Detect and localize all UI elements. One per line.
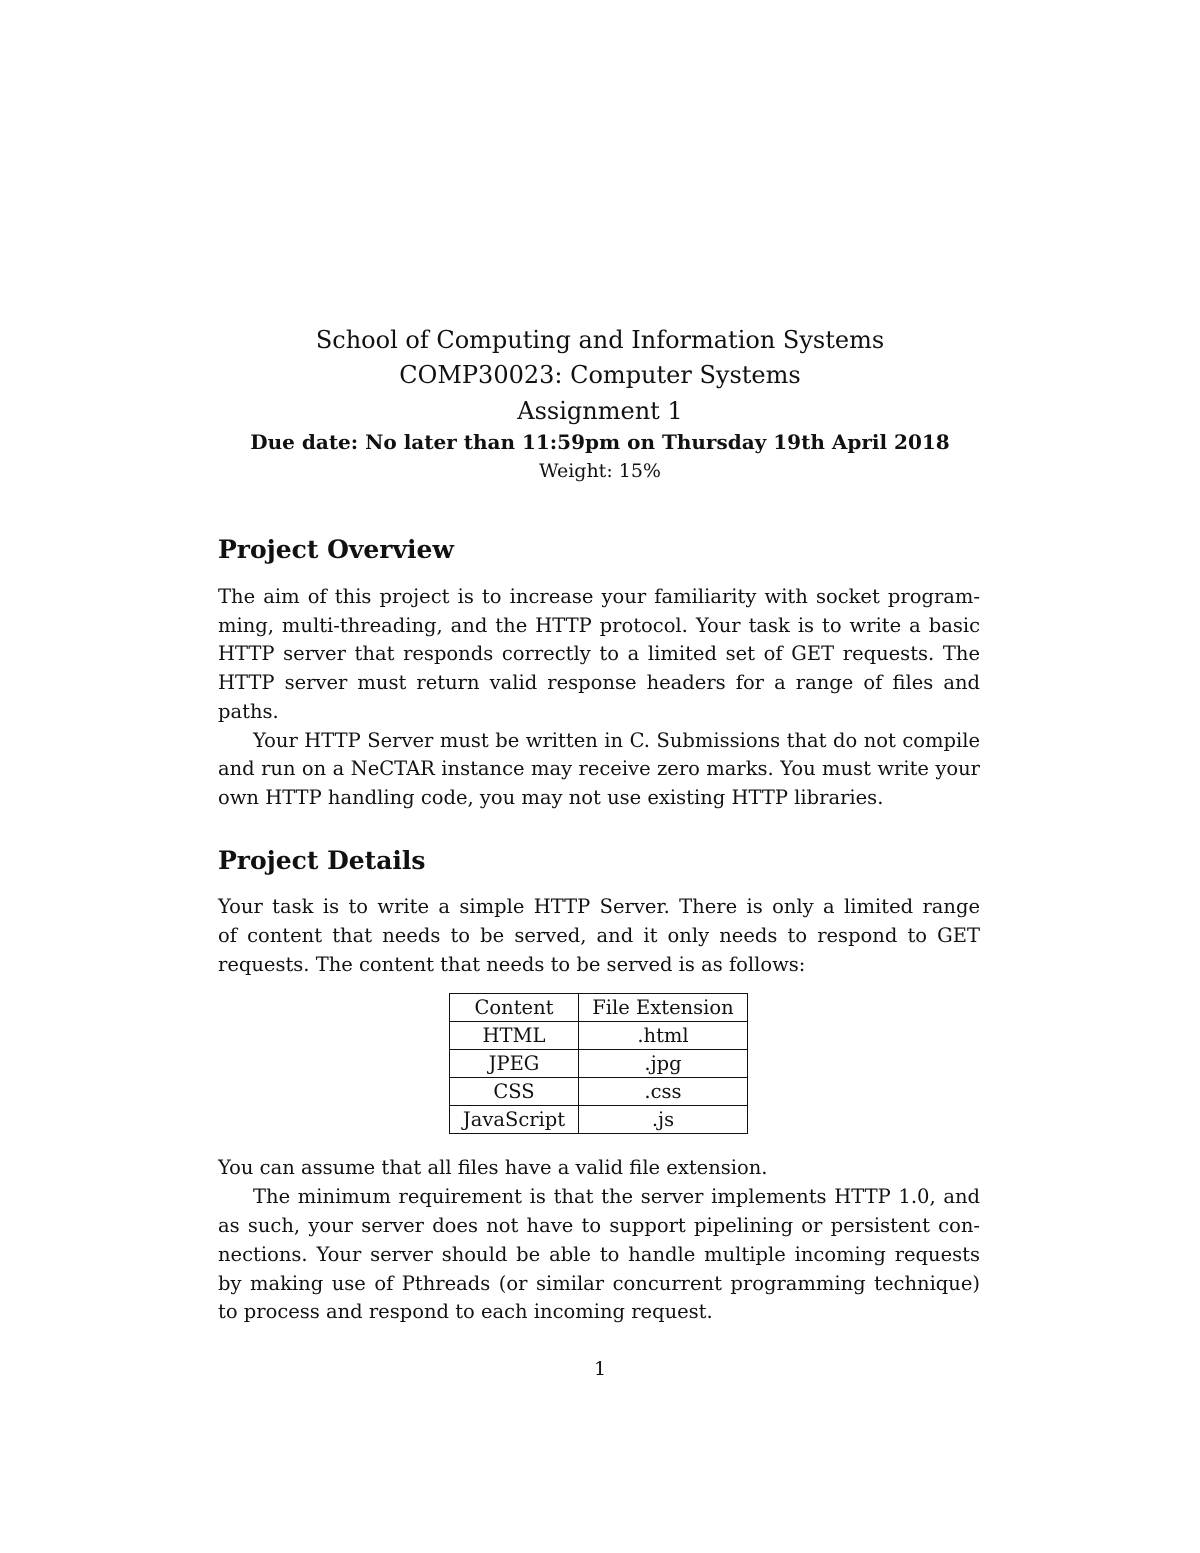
page-number: 1	[593, 1358, 607, 1380]
table-header-row	[450, 994, 748, 1022]
due-date: Due date: No later than 11:59pm on Thursday 19th April 2018	[250, 430, 950, 454]
paragraph-line: You can assume that all files have a valid file extension.	[218, 1156, 768, 1179]
table-row	[450, 1078, 748, 1106]
table-cell: HTML	[450, 1022, 579, 1050]
table-cell: .js	[579, 1106, 748, 1134]
paragraph-line: paths.	[218, 700, 279, 723]
paragraph-line: to process and respond to each incoming request.	[218, 1300, 713, 1323]
weight: Weight: 15%	[538, 460, 661, 482]
paragraph-line: and run on a NeCTAR instance may receive zero marks. You must write your	[218, 757, 980, 780]
paragraph-line: by making use of Pthreads (or similar concurrent programming technique)	[218, 1272, 980, 1295]
paragraph-line: The minimum requirement is that the server implements HTTP 1.0, and	[253, 1185, 980, 1208]
paragraph-line: Your task is to write a simple HTTP Server. There is only a limited range	[218, 895, 980, 918]
table-row	[450, 1106, 748, 1134]
table-cell: CSS	[450, 1078, 579, 1106]
paragraph-line: HTTP server that responds correctly to a limited set of GET requests. The	[218, 642, 980, 665]
table-cell: JavaScript	[450, 1106, 579, 1134]
school-name: School of Computing and Information Systems	[315, 326, 885, 354]
section-heading-overview: Project Overview	[218, 535, 454, 564]
section-heading-details: Project Details	[218, 846, 426, 875]
paragraph-line: of content that needs to be served, and it only needs to respond to GET	[218, 924, 980, 947]
table-row	[450, 1022, 748, 1050]
table-cell: .html	[579, 1022, 748, 1050]
paragraph-line: HTTP server must return valid response headers for a range of files and	[218, 671, 980, 694]
paragraph-line: Your HTTP Server must be written in C. Submissions that do not compile	[253, 729, 980, 752]
paragraph-line: requests. The content that needs to be served is as follows:	[218, 953, 806, 976]
table-header-cell: File Extension	[579, 994, 748, 1022]
table-cell: .jpg	[579, 1050, 748, 1078]
table-cell: .css	[579, 1078, 748, 1106]
paragraph-line: as such, your server does not have to support pipelining or persistent con-	[218, 1214, 980, 1237]
paragraph-line: The aim of this project is to increase your familiarity with socket program-	[218, 585, 980, 608]
assignment-title: Assignment 1	[517, 397, 683, 425]
content-types-table	[449, 993, 748, 1134]
paragraph-line: ming, multi-threading, and the HTTP protocol. Your task is to write a basic	[218, 614, 980, 637]
paragraph-line: nections. Your server should be able to handle multiple incoming requests	[218, 1243, 980, 1266]
paragraph-line: own HTTP handling code, you may not use existing HTTP libraries.	[218, 786, 884, 809]
course-title: COMP30023: Computer Systems	[399, 361, 801, 389]
table-cell: JPEG	[450, 1050, 579, 1078]
table-row	[450, 1050, 748, 1078]
table-header-cell: Content	[450, 994, 579, 1022]
